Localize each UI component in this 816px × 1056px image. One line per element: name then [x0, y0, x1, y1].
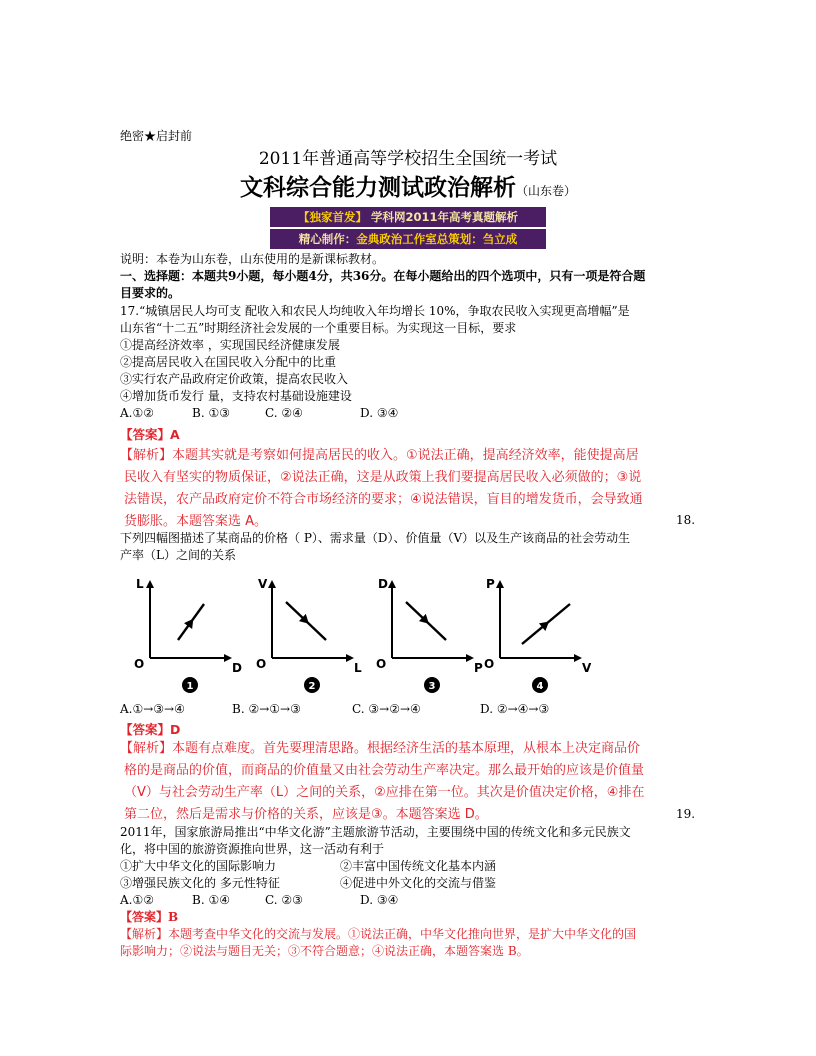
q19-option-3: ③增强民族文化的 多元性特征: [120, 876, 280, 890]
q17-option-4: ④增加货币发行 量，支持农村基础设施建设: [120, 389, 352, 403]
q19-explanation-line1: 【解析】本题考查中华文化的交流与发展。①说法正确，中华文化推向世界，是扩大中华文化的国: [120, 927, 637, 941]
banner-subject: 学科网2011年高考真题解析: [371, 210, 519, 224]
y-axis-label: V: [258, 577, 268, 591]
q19-choice-d: D. ③④: [360, 893, 399, 907]
q19-option-2: ②丰富中国传统文化基本内涵: [340, 859, 497, 873]
x-axis-label: L: [354, 661, 362, 675]
banner-studio: 金典政治工作室总策划：: [356, 232, 483, 246]
q18-graph-4: [478, 572, 596, 700]
q17-explanation-line4: 货膨胀。本题答案选 A。: [124, 514, 268, 529]
q19-option-1: ①扩大中华文化的国际影响力: [120, 859, 277, 873]
banner-line-2: [270, 229, 546, 249]
q18-explanation-line3: （V）与社会劳动生产率（L）之间的关系，②应排在第一位。其次是价值决定价格，④排在: [124, 785, 645, 800]
q19-choice-b: B. ①④: [192, 893, 230, 907]
q18-number: 18.: [676, 513, 696, 527]
banner-made: 精心制作：: [298, 232, 357, 246]
banner-author: 刍立成: [482, 232, 518, 246]
y-axis-label: D: [378, 577, 388, 591]
y-axis-arrow: [496, 580, 504, 588]
q18-choice-a: A.①→③→④: [120, 702, 185, 716]
secret-label: 绝密★启封前: [120, 129, 193, 143]
q19-choice-a: A.①②: [120, 893, 154, 907]
q17-choice-b: B. ①③: [192, 406, 230, 420]
q18-graph-2: [250, 572, 368, 700]
q17-explanation-line2: 民收入有坚实的物质保证，②说法正确，这是从政策上我们要提高居民收入必须做的；③说: [124, 470, 642, 485]
q18-explanation-line4: 第二位，然后是需求与价格的关系，应该是③。本题答案选 D。: [124, 807, 488, 822]
origin-label: O: [484, 657, 495, 671]
exam-title: 2011年普通高等学校招生全国统一考试: [258, 149, 558, 169]
x-axis-arrow: [466, 654, 474, 662]
q17-option-3: ③实行农产品政府定价政策，提高农民收入: [120, 372, 349, 386]
q18-choice-b: B. ②→①→③: [232, 702, 301, 716]
q17-choice-a: A.①②: [120, 406, 154, 420]
relation-arrow: [184, 619, 193, 629]
graph-number: 3: [428, 681, 436, 692]
x-axis-arrow: [224, 654, 232, 662]
section-heading-line2: 目要求的。: [120, 286, 181, 300]
q17-option-2: ②提高居民收入在国民收入分配中的比重: [120, 355, 337, 369]
q19-stem-line2: 化，将中国的旅游资源推向世界，这一活动有利于: [120, 842, 385, 856]
paper-title-suffix: （山东卷）: [515, 184, 576, 198]
q18-choice-d: D. ②→④→③: [480, 702, 550, 716]
x-axis-label: D: [232, 661, 242, 675]
q17-choice-d: D. ③④: [360, 406, 399, 420]
x-axis-arrow: [574, 654, 582, 662]
banner-tag: 【独家首发】: [297, 210, 367, 224]
q17-option-1: ①提高经济效率 ，实现国民经济健康发展: [120, 338, 340, 352]
q18-stem-line1: 下列四幅图描述了某商品的价格（ P）、需求量（D）、价值量（V）以及生产该商品的社会劳动生: [120, 531, 631, 545]
q18-choice-c: C. ③→②→④: [352, 702, 421, 716]
y-axis-arrow: [268, 580, 276, 588]
q18-explanation-line1: 【解析】本题有点难度。首先要理清思路。根据经济生活的基本原理，从根本上决定商品价: [120, 741, 641, 756]
x-axis-arrow: [346, 654, 354, 662]
x-axis-label: V: [582, 661, 592, 675]
q17-choice-c: C. ②④: [265, 406, 303, 420]
origin-label: O: [256, 657, 267, 671]
paper-title: [0, 173, 816, 203]
banner-line-1: [270, 207, 546, 227]
graph-number: 2: [308, 681, 316, 692]
q19-explanation-line2: 际影响力；②说法与题目无关；③不符合题意；④说法正确，本题答案选 B。: [120, 944, 529, 958]
graph-number: 4: [536, 681, 544, 692]
q19-number: 19.: [676, 807, 696, 821]
q19-answer: 【答案】B: [120, 910, 179, 924]
q18-stem-line2: 产率（L）之间的关系: [120, 548, 236, 562]
intro-text: 说明：本卷为山东卷，山东使用的是新课标教材。: [120, 252, 385, 266]
paper-title-main: 文科综合能力测试政治解析: [239, 174, 516, 201]
y-axis-arrow: [146, 580, 154, 588]
q17-stem-line1: 17.“城镇居民人均可支 配收入和农民人均纯收入年均增长 10%，争取农民收入实现更高增幅”是: [120, 304, 630, 318]
q17-answer: 【答案】A: [120, 427, 180, 442]
y-axis-arrow: [388, 580, 396, 588]
y-axis-label: L: [136, 577, 144, 591]
section-heading-line1: 一、选择题：本题共9小题，每小题4分，共36分。在每小题给出的四个选项中，只有一项是符合题: [120, 269, 646, 283]
q19-choice-c: C. ②③: [265, 893, 303, 907]
q18-answer: 【答案】D: [120, 722, 181, 737]
graph-number: 1: [186, 681, 194, 692]
x-axis-label: P: [474, 661, 483, 675]
y-axis-label: P: [486, 577, 495, 591]
q17-explanation-line1: 【解析】本题其实就是考察如何提高居民的收入。①说法正确，提高经济效率，能使提高居: [120, 448, 639, 463]
q18-graph-1: [128, 572, 246, 700]
q17-stem-line2: 山东省“十二五”时期经济社会发展的一个重要目标。为实现这一目标，要求: [120, 321, 517, 335]
origin-label: O: [134, 657, 145, 671]
q19-stem-line1: 2011年，国家旅游局推出“中华文化游”主题旅游节活动，主要围绕中国的传统文化和多元民族文: [120, 825, 631, 839]
origin-label: O: [376, 657, 387, 671]
q17-explanation-line3: 法错误，农产品政府定价不符合市场经济的要求；④说法错误，盲目的增发货币，会导致通: [124, 492, 643, 507]
q19-option-4: ④促进中外文化的交流与借鉴: [340, 876, 497, 890]
q18-explanation-line2: 格的是商品的价值，而商品的价值量又由社会劳动生产率决定。那么最开始的应该是价值量: [124, 763, 645, 778]
q18-graph-3: [370, 572, 488, 700]
